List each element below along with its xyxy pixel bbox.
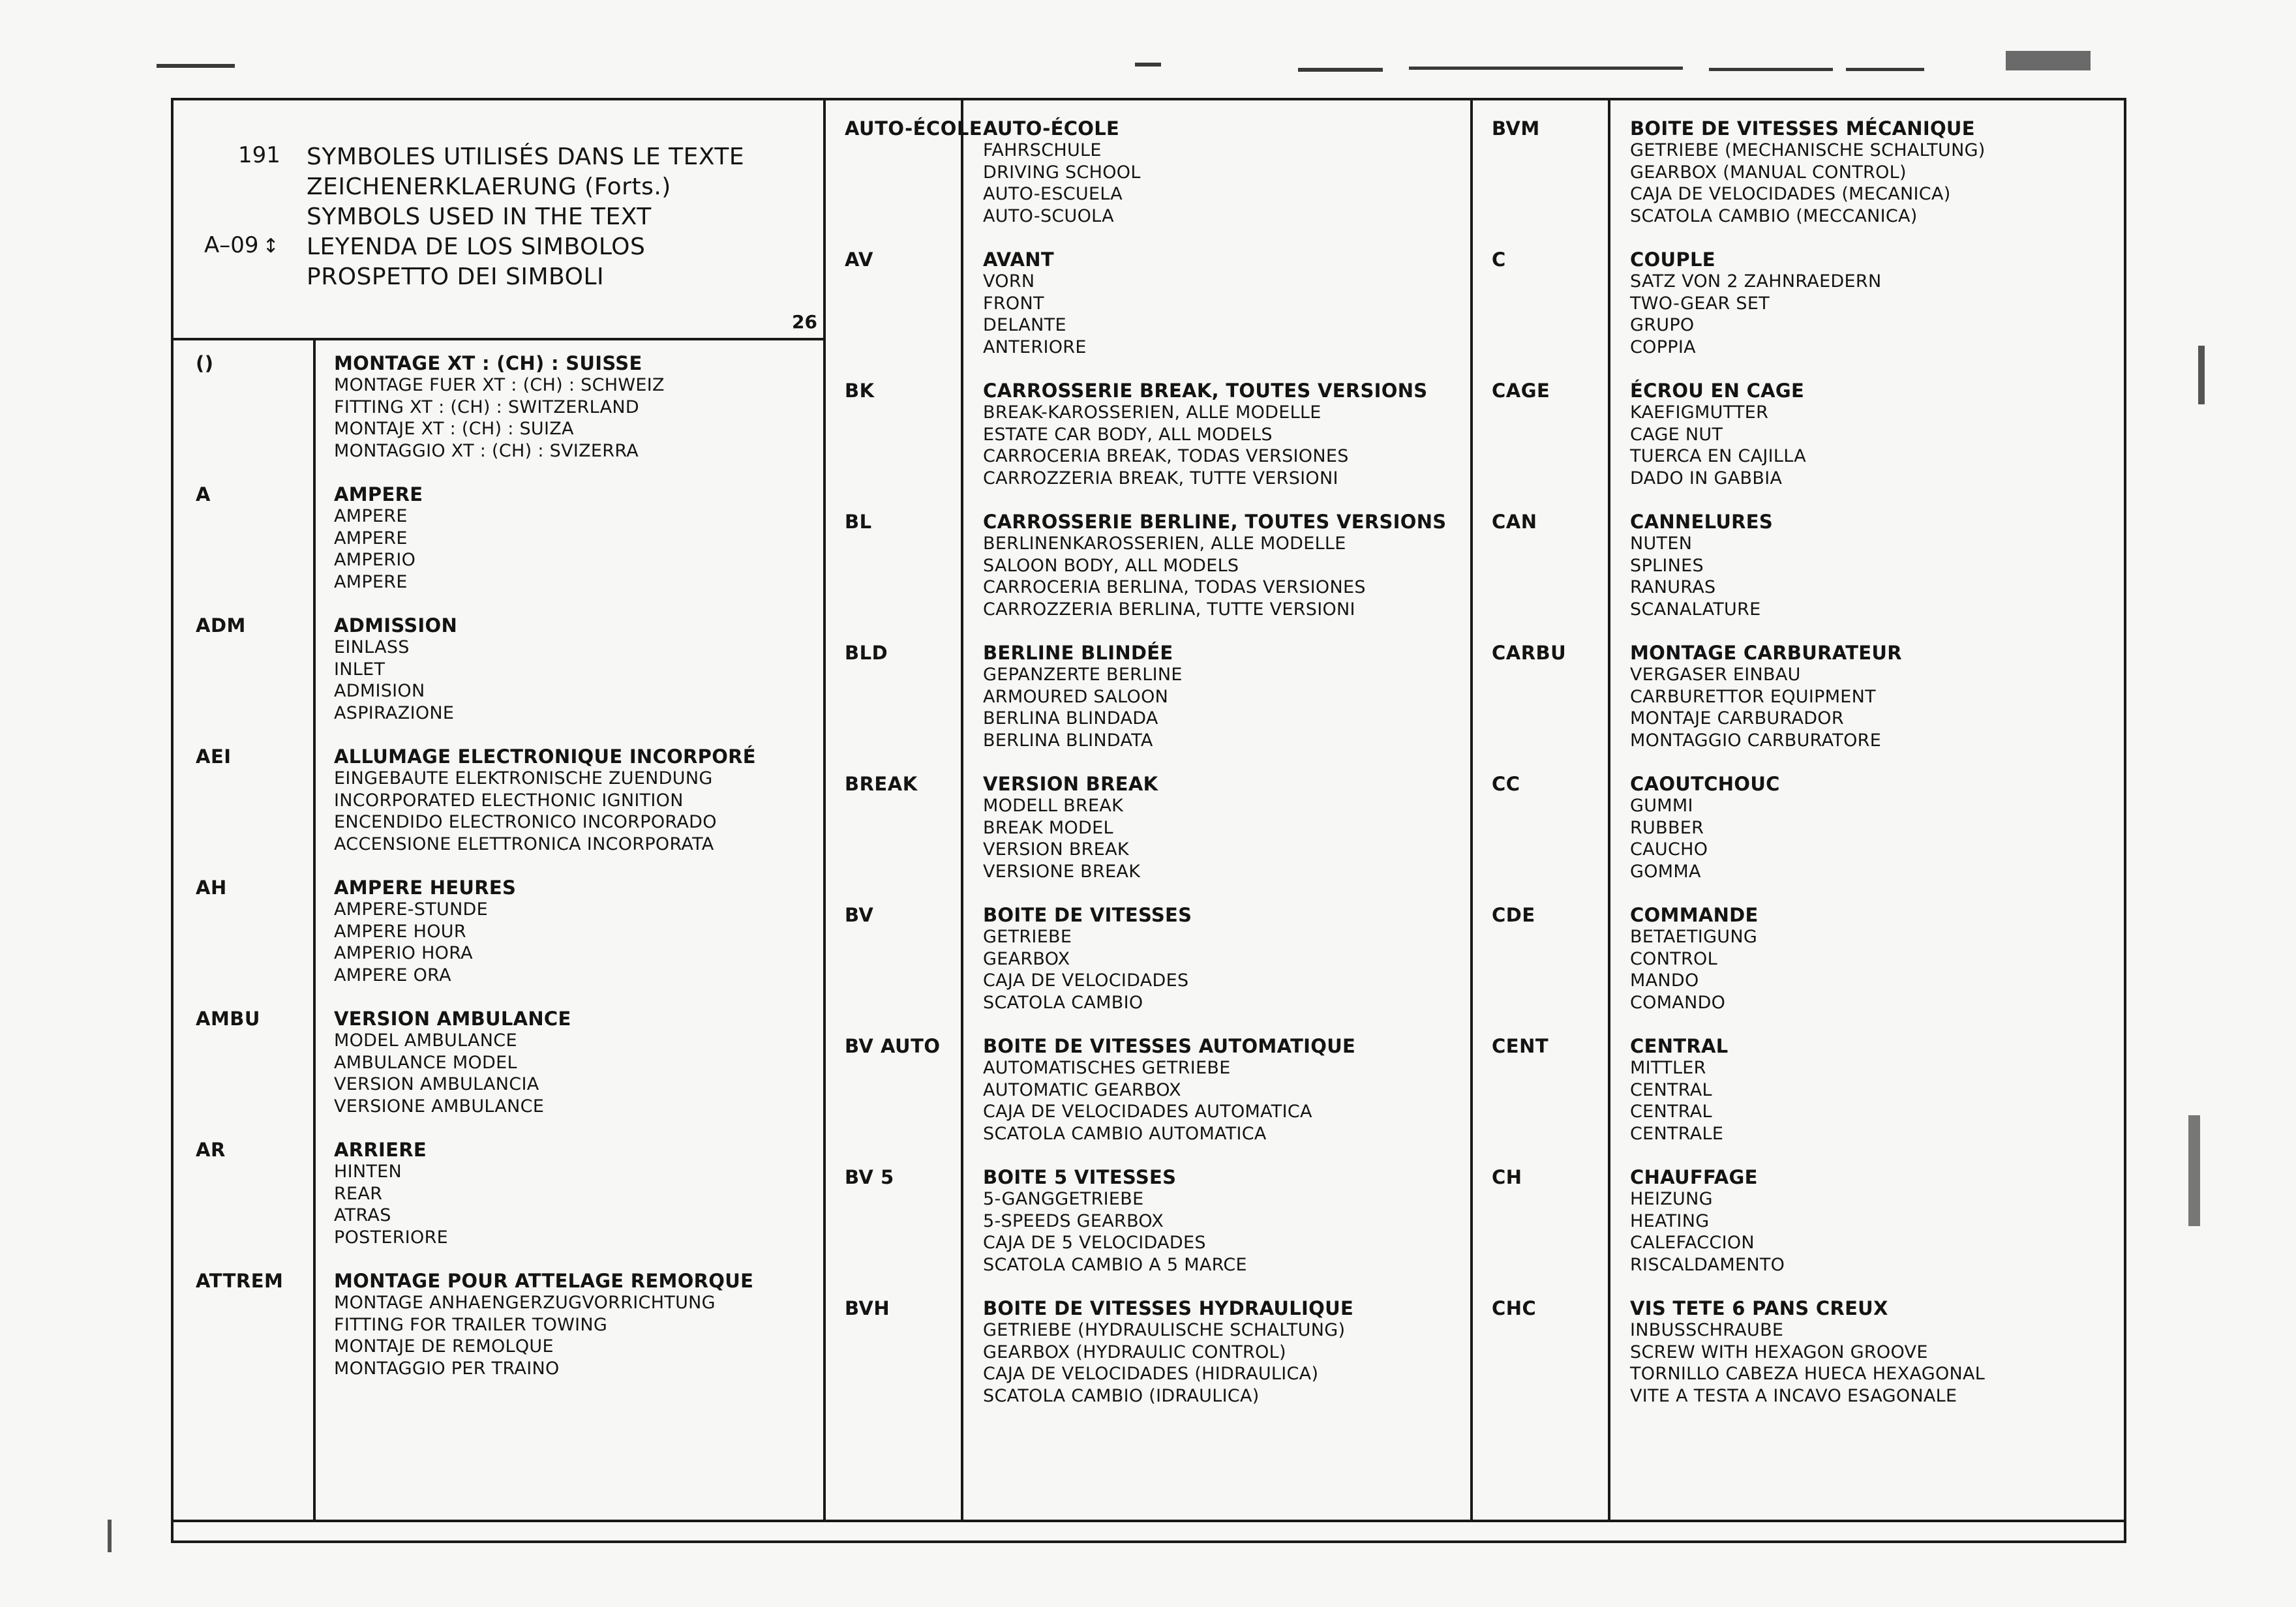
term-en: FITTING XT : (CH) : SWITZERLAND bbox=[334, 397, 639, 417]
entry-abbreviation: AR bbox=[196, 1139, 226, 1161]
term-es: CAUCHO bbox=[1630, 839, 1708, 860]
term-en: CONTROL bbox=[1630, 948, 1717, 969]
term-es: CAJA DE VELOCIDADES (MECANICA) bbox=[1630, 184, 1951, 204]
term-it: ANTERIORE bbox=[983, 337, 1087, 357]
entry-terms bbox=[983, 1297, 1353, 1407]
term-fr: ADMISSION bbox=[334, 614, 458, 637]
term-fr: COMMANDE bbox=[1630, 904, 1759, 926]
entry-terms bbox=[983, 248, 1087, 358]
term-fr: MONTAGE CARBURATEUR bbox=[1630, 642, 1902, 664]
term-fr: BOITE DE VITESSES AUTOMATIQUE bbox=[983, 1035, 1356, 1057]
term-en: CARBURETTOR EQUIPMENT bbox=[1630, 686, 1876, 707]
term-de: VERGASER EINBAU bbox=[1630, 665, 1801, 685]
term-en: CAGE NUT bbox=[1630, 424, 1723, 445]
term-fr: CAOUTCHOUC bbox=[1630, 773, 1780, 795]
entry-abbreviation: CENT bbox=[1492, 1035, 1549, 1057]
term-es: RANURAS bbox=[1630, 577, 1716, 597]
term-de: INBUSSCHRAUBE bbox=[1630, 1320, 1784, 1340]
reference-arrow-icon: ↕ bbox=[262, 235, 279, 258]
entry-terms bbox=[334, 877, 516, 986]
term-de: MODEL AMBULANCE bbox=[334, 1030, 517, 1051]
term-es: GRUPO bbox=[1630, 315, 1695, 335]
term-en: AMPERE bbox=[334, 528, 408, 548]
term-es: VERSION BREAK bbox=[983, 839, 1129, 860]
entry-abbreviation: BV AUTO bbox=[845, 1035, 941, 1057]
term-en: INCORPORATED ELECTHONIC IGNITION bbox=[334, 790, 684, 811]
term-de: GEPANZERTE BERLINE bbox=[983, 665, 1183, 685]
entry-abbreviation: BREAK bbox=[845, 773, 918, 795]
entry-terms bbox=[983, 380, 1427, 489]
term-de: BREAK-KAROSSERIEN, ALLE MODELLE bbox=[983, 402, 1322, 423]
term-es: CAJA DE VELOCIDADES AUTOMATICA bbox=[983, 1102, 1312, 1122]
title-line-es: LEYENDA DE LOS SIMBOLOS bbox=[307, 233, 646, 260]
entry-terms bbox=[334, 745, 756, 855]
term-de: SATZ VON 2 ZAHNRAEDERN bbox=[1630, 271, 1882, 292]
entry-abbreviation: AEI bbox=[196, 745, 232, 768]
term-fr: AMPERE bbox=[334, 483, 423, 505]
title-line-it: PROSPETTO DEI SIMBOLI bbox=[307, 263, 605, 290]
term-en: BREAK MODEL bbox=[983, 817, 1113, 838]
term-es: AUTO-ESCUELA bbox=[983, 184, 1123, 204]
term-de: GETRIEBE bbox=[983, 927, 1072, 947]
term-de: HINTEN bbox=[334, 1162, 402, 1182]
term-de: 5-GANGGETRIEBE bbox=[983, 1189, 1144, 1209]
entry-terms bbox=[983, 511, 1446, 620]
term-en: GEARBOX bbox=[983, 948, 1070, 969]
section-reference bbox=[204, 232, 279, 258]
entry-abbreviation: A bbox=[196, 483, 211, 505]
term-es: CENTRAL bbox=[1630, 1102, 1712, 1122]
term-it: MONTAGGIO PER TRAINO bbox=[334, 1358, 560, 1379]
entry-terms bbox=[334, 1270, 753, 1379]
term-es: TUERCA EN CAJILLA bbox=[1630, 446, 1806, 466]
term-it: COPPIA bbox=[1630, 337, 1696, 357]
divider-col2-col3 bbox=[1470, 99, 1473, 1521]
term-en: INLET bbox=[334, 659, 385, 680]
term-it: RISCALDAMENTO bbox=[1630, 1254, 1785, 1275]
term-es: MONTAJE CARBURADOR bbox=[1630, 708, 1844, 728]
term-fr: AMPERE HEURES bbox=[334, 877, 517, 899]
entry-abbreviation: ADM bbox=[196, 614, 246, 637]
term-fr: BOITE DE VITESSES MÉCANIQUE bbox=[1630, 117, 1975, 140]
term-it: VERSIONE AMBULANCE bbox=[334, 1096, 545, 1117]
entry-terms bbox=[1630, 1297, 1985, 1407]
term-it: CARROZZERIA BERLINA, TUTTE VERSIONI bbox=[983, 599, 1355, 620]
bottom-rule bbox=[171, 1520, 2126, 1522]
term-es: ATRAS bbox=[334, 1205, 391, 1225]
term-fr: CARROSSERIE BREAK, TOUTES VERSIONS bbox=[983, 380, 1428, 402]
term-de: MONTAGE FUER XT : (CH) : SCHWEIZ bbox=[334, 375, 665, 395]
term-fr: AVANT bbox=[983, 248, 1054, 271]
entry-terms bbox=[983, 1035, 1355, 1145]
term-es: MONTAJE XT : (CH) : SUIZA bbox=[334, 419, 574, 439]
glossary-column-3 bbox=[1492, 117, 2111, 1422]
term-es: ENCENDIDO ELECTRONICO INCORPORADO bbox=[334, 812, 717, 832]
term-it: VERSIONE BREAK bbox=[983, 861, 1141, 882]
term-it: DADO IN GABBIA bbox=[1630, 468, 1783, 488]
term-en: SCREW WITH HEXAGON GROOVE bbox=[1630, 1342, 1928, 1362]
term-de: VORN bbox=[983, 271, 1035, 292]
term-it: MONTAGGIO XT : (CH) : SVIZERRA bbox=[334, 440, 639, 461]
term-fr: MONTAGE XT : (CH) : SUISSE bbox=[334, 352, 642, 374]
term-en: ESTATE CAR BODY, ALL MODELS bbox=[983, 424, 1273, 445]
term-fr: VERSION AMBULANCE bbox=[334, 1008, 571, 1030]
term-es: CAJA DE VELOCIDADES (HIDRAULICA) bbox=[983, 1364, 1319, 1384]
margin-scan-mark bbox=[2188, 1115, 2200, 1226]
term-en: CENTRAL bbox=[1630, 1079, 1712, 1100]
entry-abbreviation: BK bbox=[845, 380, 875, 402]
entry-terms bbox=[1630, 117, 1986, 227]
term-fr: BERLINE BLINDÉE bbox=[983, 642, 1173, 664]
entry-abbreviation: BVH bbox=[845, 1297, 890, 1319]
margin-scan-mark bbox=[2198, 346, 2205, 404]
entry-terms bbox=[983, 773, 1158, 882]
term-fr: AUTO-ÉCOLE bbox=[983, 117, 1120, 140]
term-it: SCANALATURE bbox=[1630, 599, 1761, 620]
term-fr: MONTAGE POUR ATTELAGE REMORQUE bbox=[334, 1270, 754, 1292]
entry-terms bbox=[1630, 642, 1902, 751]
entry-terms bbox=[1630, 1166, 1785, 1276]
term-it: BERLINA BLINDATA bbox=[983, 730, 1153, 751]
entry-abbreviation: ATTREM bbox=[196, 1270, 284, 1292]
term-de: HEIZUNG bbox=[1630, 1189, 1713, 1209]
term-de: NUTEN bbox=[1630, 533, 1693, 554]
entry-abbreviation: CHC bbox=[1492, 1297, 1537, 1319]
term-de: AMPERE bbox=[334, 506, 408, 526]
entry-abbreviation: BVM bbox=[1492, 117, 1540, 140]
entry-abbreviation: CC bbox=[1492, 773, 1520, 795]
term-it: MONTAGGIO CARBURATORE bbox=[1630, 730, 1882, 751]
term-es: MANDO bbox=[1630, 970, 1699, 991]
term-en: DRIVING SCHOOL bbox=[983, 162, 1141, 183]
term-de: MONTAGE ANHAENGERZUGVORRICHTUNG bbox=[334, 1293, 716, 1313]
term-en: RUBBER bbox=[1630, 817, 1704, 838]
glossary-column-1 bbox=[196, 352, 815, 1379]
term-it: CENTRALE bbox=[1630, 1123, 1724, 1144]
term-fr: ARRIERE bbox=[334, 1139, 427, 1161]
term-es: CALEFACCION bbox=[1630, 1233, 1755, 1253]
term-en: 5-SPEEDS GEARBOX bbox=[983, 1210, 1164, 1231]
term-de: EINLASS bbox=[334, 637, 410, 657]
term-es: CARROCERIA BERLINA, TODAS VERSIONES bbox=[983, 577, 1366, 597]
term-en: HEATING bbox=[1630, 1210, 1710, 1231]
section-reference-code: A–09 bbox=[204, 232, 259, 258]
term-es: VERSION AMBULANCIA bbox=[334, 1074, 539, 1094]
entry-abbreviation: CH bbox=[1492, 1166, 1522, 1188]
entry-abbreviation: BV bbox=[845, 904, 874, 926]
term-it: SCATOLA CAMBIO (MECCANICA) bbox=[1630, 205, 1918, 226]
term-es: CARROCERIA BREAK, TODAS VERSIONES bbox=[983, 446, 1349, 466]
term-es: MONTAJE DE REMOLQUE bbox=[334, 1336, 554, 1357]
entry-abbreviation: AV bbox=[845, 248, 873, 271]
term-en: REAR bbox=[334, 1183, 383, 1204]
term-es: AMPERIO bbox=[334, 550, 416, 570]
term-en: AMPERE HOUR bbox=[334, 921, 466, 942]
entry-terms bbox=[1630, 511, 1773, 620]
term-it: AUTO-SCUOLA bbox=[983, 205, 1114, 226]
entry-abbreviation: CARBU bbox=[1492, 642, 1567, 664]
entry-terms bbox=[1630, 904, 1759, 1014]
entry-terms bbox=[983, 117, 1141, 227]
title-line-en: SYMBOLS USED IN THE TEXT bbox=[307, 203, 652, 230]
term-fr: CHAUFFAGE bbox=[1630, 1166, 1758, 1188]
term-de: EINGEBAUTE ELEKTRONISCHE ZUENDUNG bbox=[334, 768, 713, 788]
term-en: TWO-GEAR SET bbox=[1630, 293, 1770, 314]
term-es: BERLINA BLINDADA bbox=[983, 708, 1158, 728]
entry-terms bbox=[1630, 773, 1780, 882]
term-it: SCATOLA CAMBIO AUTOMATICA bbox=[983, 1123, 1267, 1144]
entry-abbreviation: C bbox=[1492, 248, 1506, 271]
term-en: GEARBOX (HYDRAULIC CONTROL) bbox=[983, 1342, 1286, 1362]
margin-scan-mark bbox=[108, 1520, 112, 1552]
entry-abbreviation: AMBU bbox=[196, 1008, 260, 1030]
term-en: GEARBOX (MANUAL CONTROL) bbox=[1630, 162, 1907, 183]
title-block bbox=[179, 104, 825, 339]
entry-terms bbox=[334, 1008, 571, 1117]
term-it: POSTERIORE bbox=[334, 1227, 449, 1248]
title-line-fr: SYMBOLES UTILISÉS DANS LE TEXTE bbox=[307, 143, 745, 170]
term-es: CAJA DE VELOCIDADES bbox=[983, 970, 1189, 991]
term-de: GUMMI bbox=[1630, 796, 1693, 816]
term-fr: CARROSSERIE BERLINE, TOUTES VERSIONS bbox=[983, 511, 1447, 533]
entry-terms bbox=[334, 352, 665, 462]
term-en: AMBULANCE MODEL bbox=[334, 1052, 517, 1073]
term-es: TORNILLO CABEZA HUECA HEXAGONAL bbox=[1630, 1364, 1986, 1384]
term-it: ASPIRAZIONE bbox=[334, 702, 455, 723]
term-de: FAHRSCHULE bbox=[983, 140, 1102, 160]
glossary-column-2 bbox=[845, 117, 1464, 1422]
term-en: SPLINES bbox=[1630, 555, 1704, 576]
term-it: SCATOLA CAMBIO bbox=[983, 992, 1143, 1013]
term-fr: COUPLE bbox=[1630, 248, 1715, 271]
term-en: AUTOMATIC GEARBOX bbox=[983, 1079, 1181, 1100]
term-fr: CENTRAL bbox=[1630, 1035, 1729, 1057]
term-fr: ALLUMAGE ELECTRONIQUE INCORPORÉ bbox=[334, 745, 756, 768]
term-es: ADMISION bbox=[334, 681, 425, 701]
term-es: DELANTE bbox=[983, 315, 1066, 335]
term-de: KAEFIGMUTTER bbox=[1630, 402, 1769, 423]
term-fr: BOITE DE VITESSES bbox=[983, 904, 1192, 926]
term-de: BERLINENKAROSSERIEN, ALLE MODELLE bbox=[983, 533, 1346, 554]
entry-abbreviation: () bbox=[196, 352, 214, 374]
entry-terms bbox=[334, 614, 457, 724]
term-it: GOMMA bbox=[1630, 861, 1701, 882]
term-fr: BOITE DE VITESSES HYDRAULIQUE bbox=[983, 1297, 1354, 1319]
term-fr: ÉCROU EN CAGE bbox=[1630, 380, 1805, 402]
entry-abbreviation: BV 5 bbox=[845, 1166, 894, 1188]
term-en: ARMOURED SALOON bbox=[983, 686, 1169, 707]
entry-abbreviation: BLD bbox=[845, 642, 888, 664]
entry-abbreviation: CAN bbox=[1492, 511, 1537, 533]
entry-terms bbox=[1630, 1035, 1729, 1145]
term-it: CARROZZERIA BREAK, TUTTE VERSIONI bbox=[983, 468, 1338, 488]
term-de: MODELL BREAK bbox=[983, 796, 1124, 816]
entry-terms bbox=[1630, 380, 1806, 489]
term-it: VITE A TESTA A INCAVO ESAGONALE bbox=[1630, 1385, 1957, 1406]
term-it: ACCENSIONE ELETTRONICA INCORPORATA bbox=[334, 834, 714, 854]
term-es: CAJA DE 5 VELOCIDADES bbox=[983, 1233, 1206, 1253]
catalog-number: 191 bbox=[238, 142, 280, 168]
entry-terms bbox=[983, 642, 1183, 751]
term-fr: BOITE 5 VITESSES bbox=[983, 1166, 1177, 1188]
term-en: SALOON BODY, ALL MODELS bbox=[983, 555, 1239, 576]
entry-abbreviation: BL bbox=[845, 511, 872, 533]
term-de: GETRIEBE (MECHANISCHE SCHALTUNG) bbox=[1630, 140, 1986, 160]
term-de: AUTOMATISCHES GETRIEBE bbox=[983, 1058, 1231, 1078]
term-it: AMPERE ORA bbox=[334, 965, 451, 985]
term-fr: CANNELURES bbox=[1630, 511, 1774, 533]
term-es: AMPERIO HORA bbox=[334, 943, 473, 963]
term-it: SCATOLA CAMBIO A 5 MARCE bbox=[983, 1254, 1247, 1275]
term-fr: VERSION BREAK bbox=[983, 773, 1158, 795]
entry-terms bbox=[983, 1166, 1247, 1276]
top-scan-marks bbox=[0, 46, 2296, 78]
term-de: GETRIEBE (HYDRAULISCHE SCHALTUNG) bbox=[983, 1320, 1346, 1340]
entry-abbreviation: AUTO-ÉCOLE bbox=[845, 117, 983, 140]
title-lines bbox=[307, 142, 744, 292]
page-number: 26 bbox=[792, 311, 817, 333]
term-en: FITTING FOR TRAILER TOWING bbox=[334, 1314, 608, 1335]
entry-terms bbox=[334, 1139, 448, 1248]
term-en: FRONT bbox=[983, 293, 1044, 314]
term-it: COMANDO bbox=[1630, 992, 1726, 1013]
term-fr: VIS TETE 6 PANS CREUX bbox=[1630, 1297, 1888, 1319]
entry-terms bbox=[334, 483, 423, 593]
term-it: SCATOLA CAMBIO (IDRAULICA) bbox=[983, 1385, 1260, 1406]
term-it: AMPERE bbox=[334, 571, 408, 592]
entry-terms bbox=[983, 904, 1192, 1014]
term-de: BETAETIGUNG bbox=[1630, 927, 1758, 947]
entry-abbreviation: CDE bbox=[1492, 904, 1535, 926]
title-line-de: ZEICHENERKLAERUNG (Forts.) bbox=[307, 173, 671, 200]
entry-abbreviation: AH bbox=[196, 877, 227, 899]
term-de: AMPERE-STUNDE bbox=[334, 899, 489, 920]
entry-terms bbox=[1630, 248, 1881, 358]
term-de: MITTLER bbox=[1630, 1058, 1706, 1078]
entry-abbreviation: CAGE bbox=[1492, 380, 1550, 402]
